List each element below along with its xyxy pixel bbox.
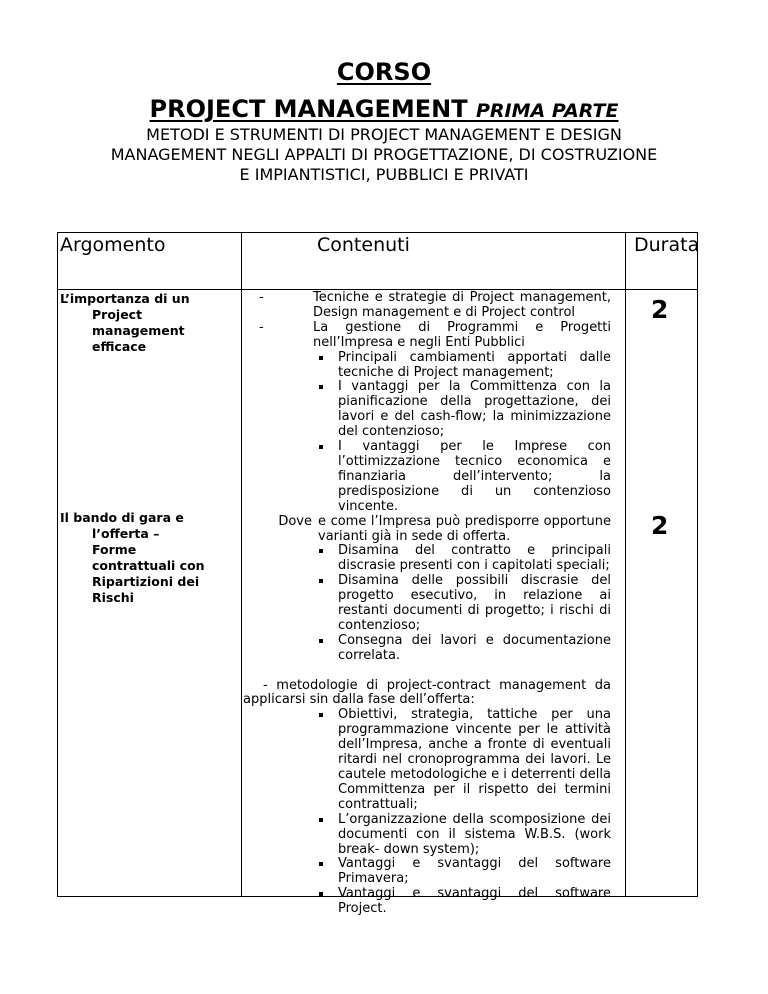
row1-argomento — [60, 291, 240, 355]
bullet-item: Disamina del contratto e principali discrasie presenti con i capitolati speciali; — [338, 543, 611, 574]
bullet-item: Vantaggi e svantaggi del software Project. — [338, 886, 611, 917]
row2-durata: 2 — [651, 511, 669, 540]
row2-para2: - metodologie di project-contract management da applicarsi sin dalla fase dell’offerta: — [243, 677, 611, 708]
main-title-suffix: PRIMA PARTE — [475, 100, 619, 122]
row1-arg-line: efficace — [92, 339, 147, 354]
row2-arg-line: Forme — [92, 542, 137, 557]
header-contenuti: Contenuti — [317, 234, 410, 256]
bullet-item: L’organizzazione della scomposizione dei documenti con il sistema W.B.S. (work break- down system); — [338, 811, 611, 857]
column-divider-1 — [241, 233, 242, 896]
row2-argomento — [60, 510, 240, 606]
bullet-item: Consegna dei lavori e documentazione correlata. — [338, 632, 611, 663]
bullet-item: I vantaggi per la Committenza con la pianificazione della progettazione, dei lavori e del cash-flow; la minimizzazione del contenzioso; — [338, 379, 611, 440]
row2-arg-line: Ripartizioni dei — [92, 574, 200, 589]
bullet-item: Disamina delle possibili discrasie del progetto esecutivo, in relazione ai restanti documenti di progetto; i rischi di contenzioso; — [338, 573, 611, 633]
main-title-text: PROJECT MANAGEMENT — [149, 95, 468, 123]
main-title — [0, 95, 768, 123]
row1-arg-line: L’importanza di un — [60, 291, 190, 306]
row2-intro: Dove e come l’Impresa può predisporre opportune varianti già in sede di offerta. — [278, 513, 611, 544]
course-label: CORSO — [336, 58, 432, 86]
dash-item: - Tecniche e strategie di Project management, Design management e di Project control — [259, 290, 611, 320]
row2-arg-line: l’offerta – — [92, 526, 160, 541]
row2-arg-line: Il bando di gara e — [60, 510, 184, 525]
bullet-item: Principali cambiamenti apportati dalle tecniche di Project management; — [338, 349, 611, 380]
dash-item: - La gestione di Programmi e Progetti nell’Impresa e negli Enti Pubblici — [259, 319, 611, 350]
subtitle: METODI E STRUMENTI DI PROJECT MANAGEMENT E DESIGN MANAGEMENT NEGLI APPALTI DI PROGETTAZIONE, DI COSTRUZIONE E IMPIANTISTICI, PUBBLICI E PRIVATI — [110, 125, 658, 184]
bullet-item: Obiettivi, strategia, tattiche per una programmazione vincente per le attività dell’Impresa, anche a fronte di eventuali ritardi nel cronoprogramma dei lavori. Le cautele metodologiche e i deterrenti della Committenza per il rispetto dei termini contrattuali; — [338, 707, 611, 812]
course-table — [57, 232, 700, 917]
row2-arg-line: contrattuali con — [92, 558, 205, 573]
contents-column — [243, 291, 611, 917]
bullet-item: I vantaggi per le Imprese con l’ottimizzazione tecnico economica e finanziaria dell’intervento; la predisposizione di un contenzioso vincente. — [338, 439, 611, 514]
header-durata: Durata — [634, 234, 700, 256]
header-argomento: Argomento — [60, 234, 166, 256]
bullet-item: Vantaggi e svantaggi del software Primavera; — [338, 856, 611, 887]
intro-fragment: Dove — [278, 514, 312, 529]
column-divider-2 — [625, 233, 626, 896]
row1-arg-line: Project — [92, 307, 143, 322]
row1-arg-line: management — [92, 323, 185, 338]
row2-arg-line: Rischi — [92, 590, 134, 605]
row1-durata: 2 — [651, 295, 669, 324]
